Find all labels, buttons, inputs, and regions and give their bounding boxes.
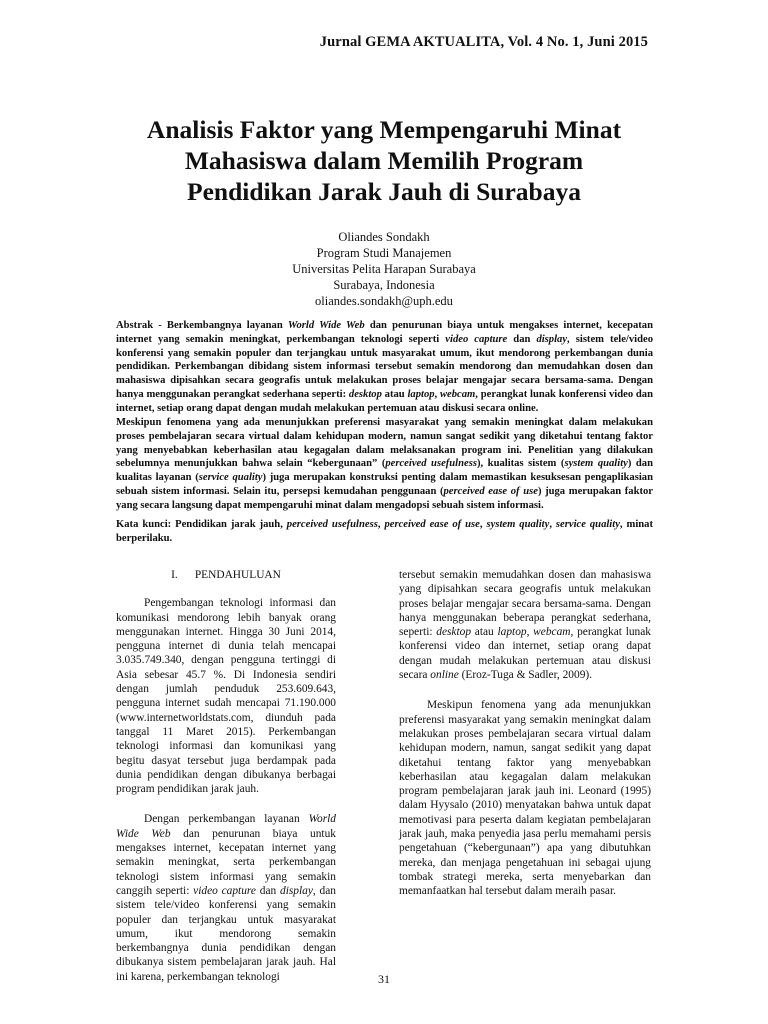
abstract-italic: World Wide Web [287, 320, 365, 331]
abstract-italic: desktop [348, 388, 382, 400]
keywords-italic: perceived ease of use [384, 519, 480, 530]
abstract-text: , perangkat lunak konferensi video dan internet, setiap orang dapat dengan mudah melakukan pertemuan atau diskusi secara online. [116, 388, 653, 414]
section-heading: I. PENDAHULUAN [171, 569, 281, 581]
keywords-text: , [377, 519, 385, 530]
abstract-italic: laptop [407, 388, 435, 400]
keywords-text: , minat berperilaku. [116, 519, 653, 544]
author-university: Universitas Pelita Harapan Surabaya [292, 262, 476, 276]
title-line-1: Analisis Faktor yang Mempengaruhi Minat [146, 115, 622, 144]
abstract-text: ), kualitas sistem ( [476, 458, 565, 470]
abstract-text: dan [507, 333, 537, 345]
abstract-italic: system quality [564, 458, 628, 470]
keywords-text: Kata kunci: Pendidikan jarak jauh, [116, 519, 287, 530]
author-department: Program Studi Manajemen [316, 246, 452, 260]
intro-paragraph-3: Meskipun fenomena yang ada menunjukkan preferensi masyarakat yang semakin meningkat dalam melakukan proses pembelajaran secara virtual dalam kehidupan modern, namun, sangat sedikit yang dapat diketahui tentang faktor yang menyebabkan keberhasilan atau kegagalan dalam melakukan program pembelajaran jarak jauh ini. Leonard (1995) dalam Hyysalo (2010) menyatakan bahwa untuk dapat memotivasi para peserta dalam kegiatan pembelajaran jarak jauh, maka penyedia jasa perlu memahami persis pengetahuan (“kebergunaan”) apa yang dibutuhkan mereka, dan menjaga pengetahuan ini sebagai ujung tombak strategi mereka, serta menyebarkan dan memanfaatkan hal tersebut dalam meraih pasar. [399, 699, 651, 898]
body-italic: World Wide Web [116, 813, 336, 840]
abstract-paragraph-2 [116, 416, 653, 513]
abstract-text: ) juga merupakan konstruksi penting dalam memastikan kesuksesan pengaplikasian sebuah sistem informasi. Selain itu, persepsi kemudahan penggunaan ( [116, 472, 653, 497]
body-italic: webcam [533, 626, 571, 639]
body-italic: display [280, 884, 313, 897]
keywords-text: , [549, 519, 556, 530]
title-line-2: Mahasiswa dalam Memilih Program [184, 146, 584, 175]
body-text: Dengan perkembangan layanan [144, 813, 309, 826]
keywords-italic: service quality [555, 519, 620, 530]
intro-paragraph-2 [116, 812, 336, 984]
abstract-text: ) dan kualitas layanan ( [116, 458, 653, 484]
body-italic: video capture [193, 884, 256, 897]
body-text: dan penurunan biaya untuk mengakses internet, kecepatan internet yang semakin meningkat, serta perkembangan teknologi sistem informasi yang semakin canggih seperti: [116, 827, 336, 897]
abstract-text: atau [381, 388, 408, 400]
abstract-italic: video capture [445, 333, 508, 345]
abstract-text: dan penurunan biaya untuk mengakses internet, kecepatan internet yang semakin meningkat, perkembangan teknologi seperti [116, 320, 653, 345]
author-name: Oliandes Sondakh [338, 230, 430, 244]
journal-header: Jurnal GEMA AKTUALITA, Vol. 4 No. 1, Juni 2015 [319, 34, 648, 50]
page-number: 31 [378, 972, 390, 986]
author-email: oliandes.sondakh@uph.edu [315, 294, 453, 308]
abstract-text: Abstrak - Berkembangnya layanan [116, 320, 288, 331]
abstract-text: ) juga merupakan faktor yang secara langsung dapat mempengaruhi minat dalam mengadopsi sebuah sistem informasi. [116, 485, 654, 511]
body-italic: desktop [436, 626, 472, 639]
abstract-italic: perceived ease of use [443, 485, 538, 497]
keywords-italic: perceived usefulness [286, 519, 378, 530]
left-column [116, 568, 336, 984]
abstract-text: Meskipun fenomena yang ada menunjukkan preferensi masyarakat yang semakin meningkat dalam melakukan proses pembelajaran secara virtual dalam kehidupan modern, namun sangat sedikit yang diketahui tentang faktor yang menyebabkan keberhasilan atau kegagalan dalam melaksanakan program ini. Penelitian yang dilakukan sebelumnya menunjukkan bahwa selain “kebergunaan” ( [116, 417, 653, 470]
body-text: , [526, 626, 534, 639]
body-italic: laptop [497, 626, 527, 639]
body-text: tersebut semakin memudahkan dosen dan mahasiswa yang dipisahkan secara geografis untuk melakukan proses belajar mengajar secara bersama-sama. Dengan hanya menggunakan beberapa perangkat sederhana, seperti: [399, 569, 651, 639]
body-text: , perangkat lunak konferensi video dan internet, setiap orang dapat dengan mudah melakukan pertemuan atau diskusi secara [399, 626, 652, 682]
paper-title [100, 114, 668, 207]
author-city: Surabaya, Indonesia [333, 278, 435, 292]
keywords-text: , [479, 519, 487, 530]
body-text: , dan sistem tele/video konferensi yang semakin populer dan terjangkau untuk masyarakat umum, ikut mendorong semakin berkembangnya dunia pendidikan dengan dibukanya sistem pembelajaran jarak jauh. Hal ini karena, perkembangan teknologi [116, 884, 336, 983]
body-text: (Eroz-Tuga & Sadler, 2009). [458, 669, 593, 682]
body-text: dan [255, 884, 280, 897]
right-column [399, 568, 651, 899]
author-block [100, 229, 668, 309]
abstract-text: , [434, 388, 440, 400]
abstract-italic: perceived usefulness [385, 458, 477, 470]
keywords-italic: system quality [486, 519, 550, 530]
title-line-3: Pendidikan Jarak Jauh di Surabaya [187, 177, 581, 206]
body-text: atau [471, 626, 498, 639]
abstract-paragraph-1 [116, 319, 653, 416]
abstract-italic: display [536, 333, 568, 345]
abstract-italic: webcam [439, 388, 476, 400]
body-italic: online [430, 669, 459, 682]
intro-paragraph-continued [399, 568, 651, 682]
abstract-italic: service quality [198, 472, 263, 484]
keywords [116, 518, 653, 546]
abstract-text: , sistem tele/video konferensi yang semakin populer dan terjangkau untuk masyarakat umum, ikut mendorong perkembangan dunia pendidikan. Perkembangan dibidang sistem informasi tersebut semakin mendorong dan memudahkan dosen dan mahasiswa dipisahkan secara geografis untuk melakukan proses belajar mengajar secara bersama-sama. Dengan hanya menggunakan perangkat sederhana seperti: [116, 333, 653, 400]
intro-paragraph-1: Pengembangan teknologi informasi dan komunikasi mendorong lebih banyak orang menggunakan internet. Hingga 30 Juni 2014, pengguna internet di dunia telah mencapai 3.035.749.340, dengan pengguna tertinggi di Asia sebesar 45.7 %. Di Indonesia sendiri dengan jumlah penduduk 253.609.643, pengguna internet sudah mencapai 71.190.000 (www.internetworldstats.com, diunduh pada tanggal 11 Maret 2015). Perkembangan teknologi informasi dan komunikasi yang begitu dasyat tersebut juga berdampak pada dunia pendidikan dengan dibukanya berbagai program pendidikan jarak jauh. [116, 597, 336, 796]
